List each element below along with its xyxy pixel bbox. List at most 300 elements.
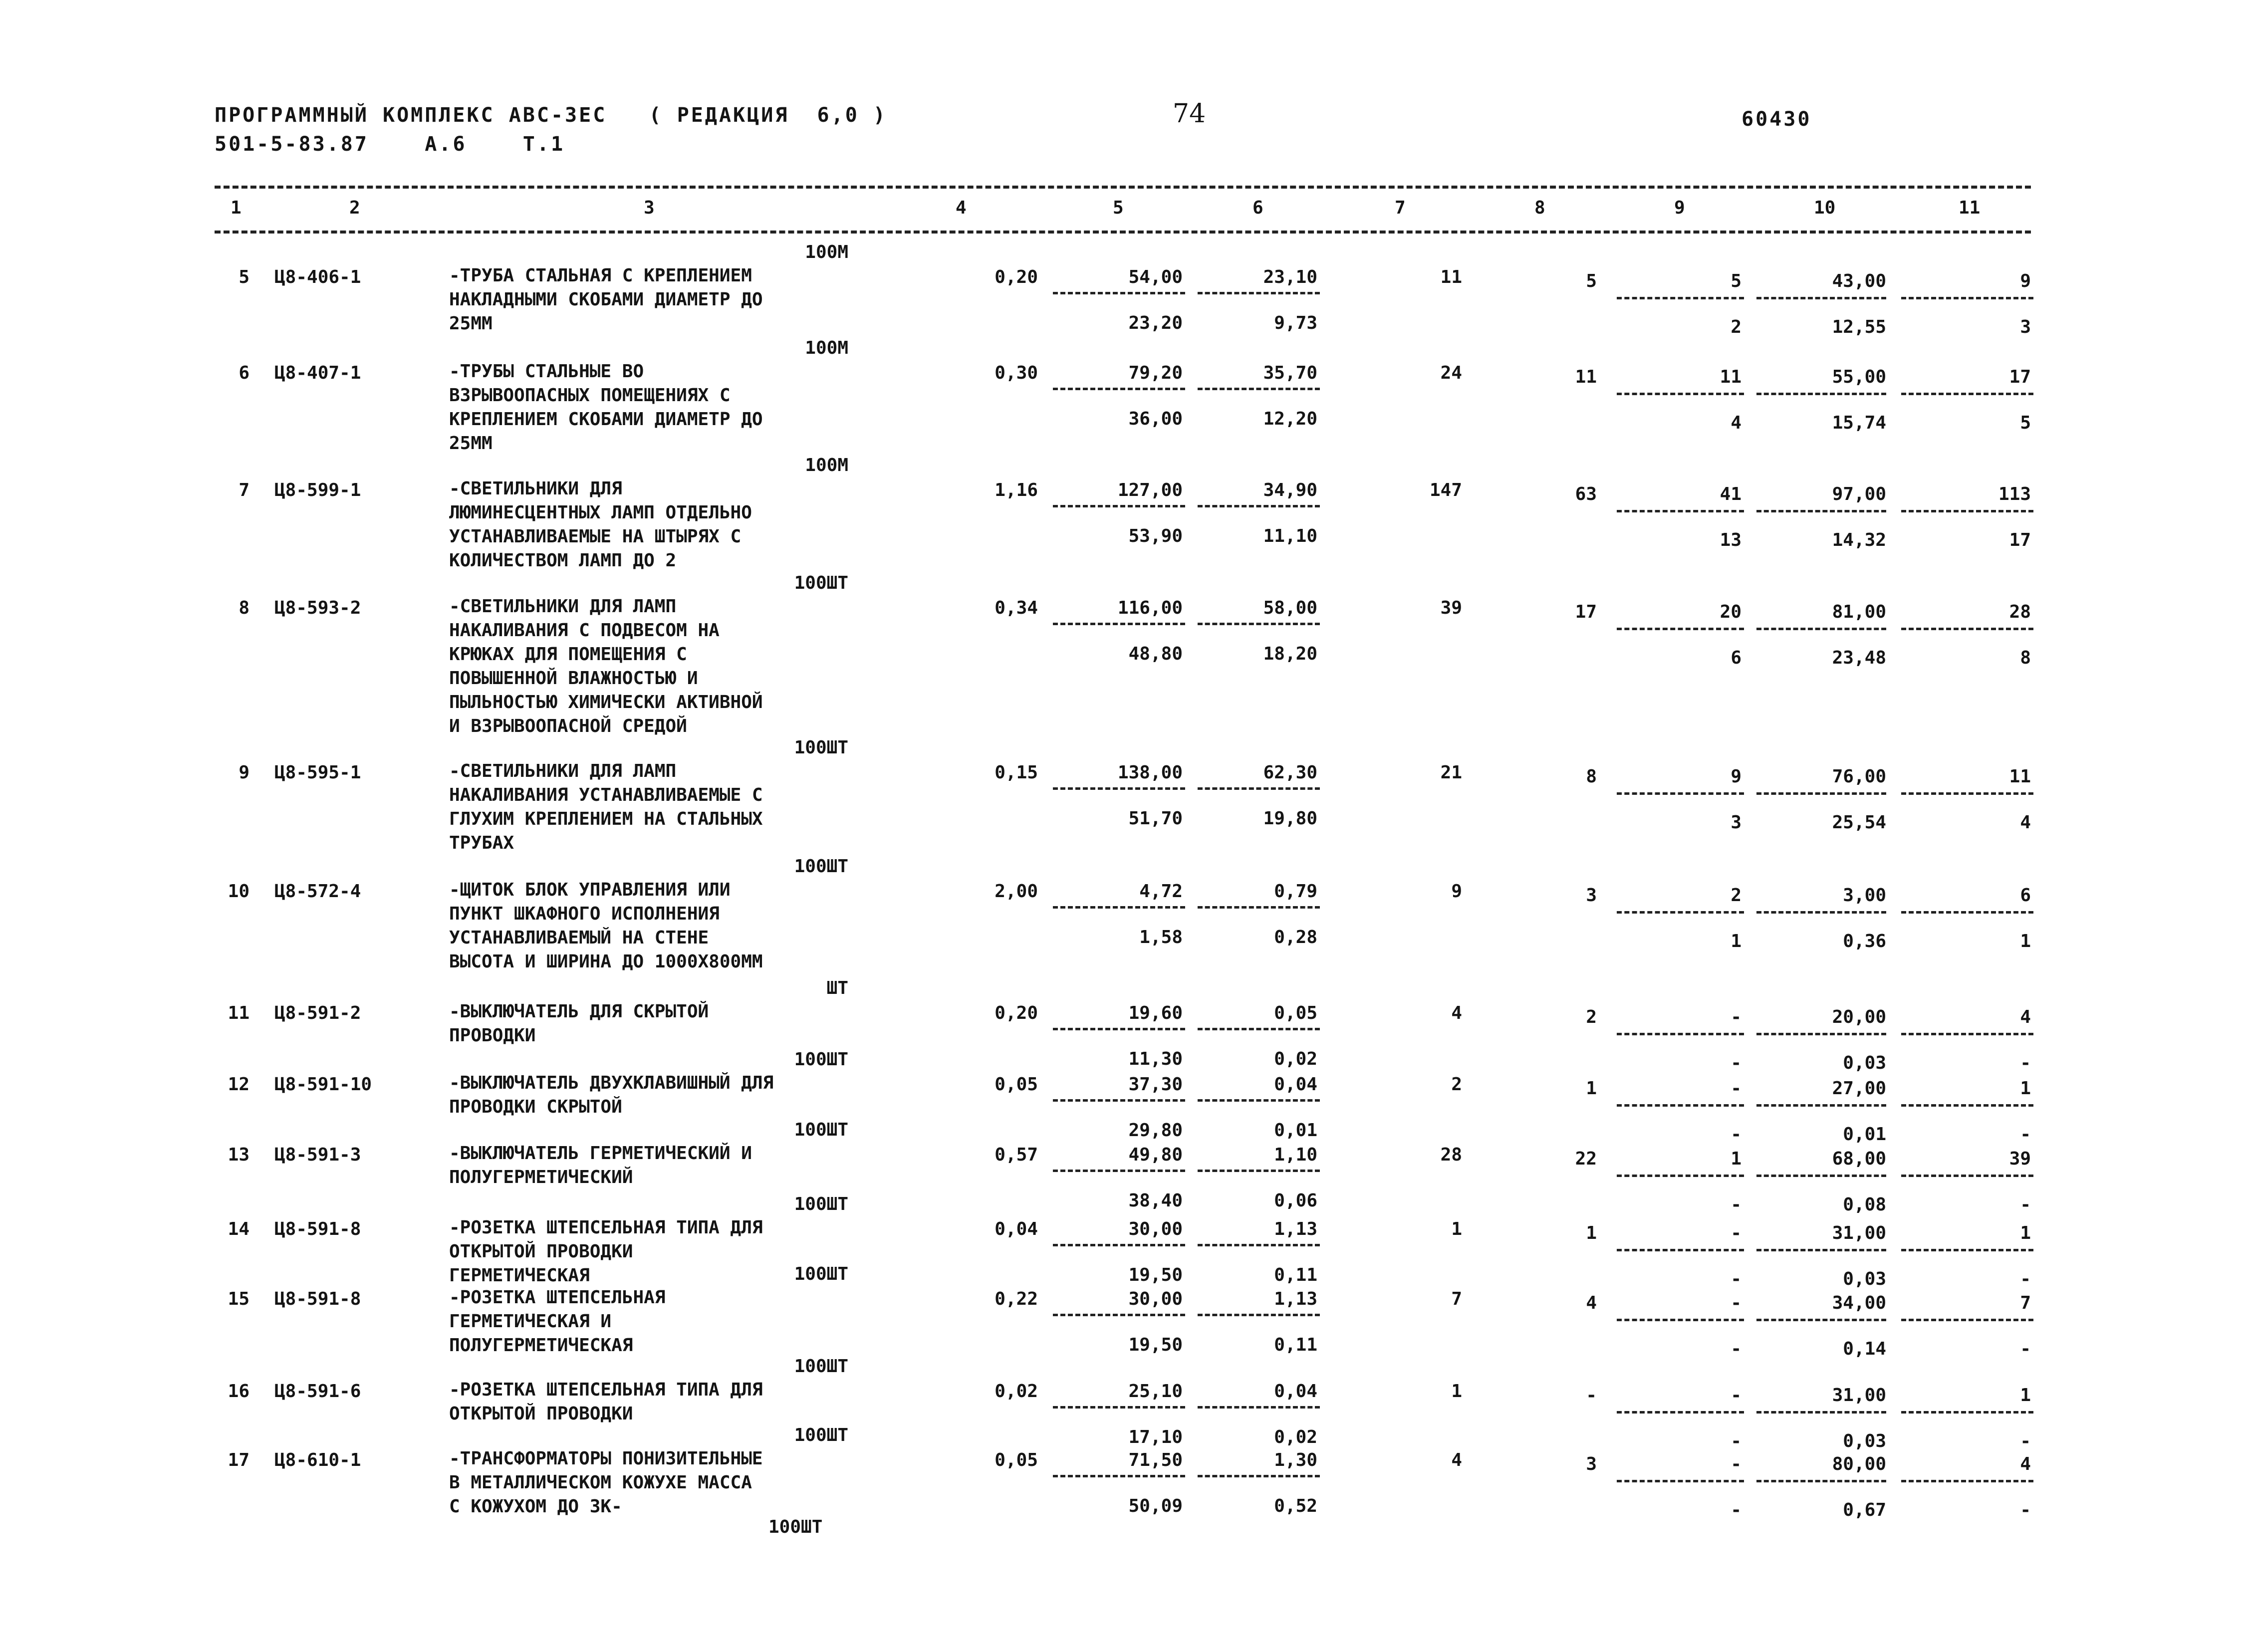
quantity: 0,05: [995, 1074, 1038, 1095]
col6-divider: [1198, 787, 1320, 790]
col5-value-top: 25,10: [1128, 1381, 1183, 1402]
description-line: НАКЛАДНЫМИ СКОБАМИ ДИАМЕТР ДО: [449, 289, 763, 310]
col8-value: 1: [1586, 1078, 1597, 1099]
col10-value-top: 80,00: [1832, 1454, 1886, 1474]
col11-value-bottom: -: [2020, 1431, 2031, 1451]
col9-value-top: -: [1731, 1385, 1742, 1406]
col5-value-bottom: 51,70: [1128, 808, 1183, 829]
col9-value-bottom: -: [1731, 1339, 1742, 1359]
quantity: 2,00: [995, 881, 1038, 902]
col5-divider: [1053, 1099, 1185, 1102]
col-header-5: 5: [1113, 198, 1124, 218]
col6-divider: [1198, 1028, 1320, 1030]
description-line: -ТРАНСФОРМАТОРЫ ПОНИЗИТЕЛЬНЫЕ: [449, 1448, 763, 1469]
work-description: [449, 1378, 763, 1426]
col11-divider: [1901, 1033, 2033, 1035]
col8-value: 17: [1575, 602, 1597, 622]
col11-divider: [1901, 393, 2033, 395]
col5-value-top: 37,30: [1128, 1074, 1183, 1095]
col8-value: 3: [1586, 885, 1597, 906]
col10-value-top: 43,00: [1832, 271, 1886, 291]
description-line: 25ММ: [449, 313, 493, 334]
description-line: -ТРУБА СТАЛЬНАЯ С КРЕПЛЕНИЕМ: [449, 265, 752, 286]
rate-code: Ц8-593-2: [274, 598, 361, 618]
unit-of-measure: 100ШТ: [794, 1264, 848, 1284]
description-line: -СВЕТИЛЬНИКИ ДЛЯ ЛАМП: [449, 596, 677, 617]
description-line: -ВЫКЛЮЧАТЕЛЬ ДЛЯ СКРЫТОЙ: [449, 1001, 709, 1022]
col11-value-top: 1: [2020, 1078, 2031, 1099]
unit-of-measure: 100ШТ: [794, 1120, 848, 1140]
col10-value-bottom: 0,67: [1843, 1500, 1886, 1520]
col9-value-top: 2: [1731, 885, 1742, 906]
col11-value-bottom: 17: [2009, 530, 2031, 550]
description-line: С КОЖУХОМ ДО 3К-: [449, 1496, 622, 1517]
document-code: 60430: [1742, 108, 1812, 131]
col11-value-bottom: -: [2020, 1339, 2031, 1359]
col6-value-top: 62,30: [1263, 762, 1317, 783]
quantity: 0,15: [995, 762, 1038, 783]
unit-of-measure: 100М: [805, 455, 848, 475]
col11-value-top: 1: [2020, 1223, 2031, 1243]
col6-value-top: 0,04: [1274, 1381, 1317, 1402]
description-line: 25ММ: [449, 433, 493, 454]
col9-divider: [1617, 510, 1744, 512]
col10-value-top: 55,00: [1832, 367, 1886, 387]
col10-divider: [1756, 1480, 1886, 1482]
work-description: [449, 477, 752, 573]
col9-value-top: -: [1731, 1293, 1742, 1313]
col5-value-top: 116,00: [1117, 598, 1183, 618]
col10-value-bottom: 14,32: [1832, 530, 1886, 550]
col10-divider: [1756, 1033, 1886, 1035]
col-header-6: 6: [1252, 198, 1263, 218]
description-line: ГЕРМЕТИЧЕСКАЯ И: [449, 1311, 612, 1332]
col7-value: 147: [1429, 480, 1462, 500]
col7-value: 1: [1451, 1219, 1462, 1239]
col5-divider: [1053, 1314, 1185, 1316]
col6-divider: [1198, 388, 1320, 390]
description-line: УСТАНАВЛИВАЕМЫЙ НА СТЕНЕ: [449, 928, 709, 948]
unit-of-measure: 100ШТ: [794, 1194, 848, 1214]
description-line: ПЫЛЬНОСТЬЮ ХИМИЧЕСКИ АКТИВНОЙ: [449, 692, 763, 712]
description-line: -ЩИТОК БЛОК УПРАВЛЕНИЯ ИЛИ: [449, 880, 731, 900]
col6-value-top: 23,10: [1263, 267, 1317, 287]
col11-value-bottom: -: [2020, 1194, 2031, 1215]
col5-value-bottom: 1,58: [1139, 927, 1183, 947]
col11-divider: [1901, 1480, 2033, 1482]
col9-value-bottom: 1: [1731, 931, 1742, 951]
rate-code: Ц8-610-1: [274, 1450, 361, 1470]
col9-value-top: 20: [1720, 602, 1742, 622]
col6-value-top: 1,13: [1274, 1219, 1317, 1239]
col10-value-top: 3,00: [1843, 885, 1886, 906]
col5-value-bottom: 11,30: [1128, 1049, 1183, 1069]
col11-value-bottom: -: [2020, 1124, 2031, 1145]
col6-divider: [1198, 292, 1320, 294]
col5-divider: [1053, 505, 1185, 507]
col11-value-top: 39: [2009, 1149, 2031, 1169]
col5-value-top: 4,72: [1139, 881, 1183, 902]
col9-divider: [1617, 628, 1744, 630]
col5-value-top: 138,00: [1117, 762, 1183, 783]
description-line: КРЕПЛЕНИЕМ СКОБАМИ ДИАМЕТР ДО: [449, 409, 763, 430]
description-line: ПОЛУГЕРМЕТИЧЕСКИЙ: [449, 1167, 633, 1187]
description-line: ВЫСОТА И ШИРИНА ДО 1000Х800ММ: [449, 951, 763, 972]
row-number: 14: [228, 1219, 249, 1239]
col11-value-bottom: 8: [2020, 648, 2031, 668]
col5-value-top: 49,80: [1128, 1145, 1183, 1165]
quantity: 0,22: [995, 1289, 1038, 1309]
work-description: [449, 1000, 709, 1048]
col10-divider: [1756, 1319, 1886, 1321]
col9-divider: [1617, 1175, 1744, 1177]
description-line: -РОЗЕТКА ШТЕПСЕЛЬНАЯ: [449, 1287, 666, 1308]
col6-divider: [1198, 623, 1320, 625]
col5-value-bottom: 38,40: [1128, 1190, 1183, 1211]
row-number: 5: [239, 267, 249, 287]
quantity: 1,16: [995, 480, 1038, 500]
col9-value-bottom: 3: [1731, 812, 1742, 833]
col5-divider: [1053, 388, 1185, 390]
col11-value-top: 4: [2020, 1007, 2031, 1027]
description-line: ПОВЫШЕННОЙ ВЛАЖНОСТЬЮ И: [449, 668, 698, 689]
col-header-9: 9: [1674, 198, 1685, 218]
col11-divider: [1901, 1249, 2033, 1251]
col7-value: 7: [1451, 1289, 1462, 1309]
description-line: ПОЛУГЕРМЕТИЧЕСКАЯ: [449, 1335, 633, 1356]
col10-divider: [1756, 1411, 1886, 1414]
col10-divider: [1756, 510, 1886, 512]
col11-value-bottom: -: [2020, 1500, 2031, 1520]
description-line: КОЛИЧЕСТВОМ ЛАМП ДО 2: [449, 550, 677, 571]
description-line: -СВЕТИЛЬНИКИ ДЛЯ ЛАМП: [449, 761, 677, 781]
col5-value-bottom: 19,50: [1128, 1335, 1183, 1355]
col9-value-top: 41: [1720, 484, 1742, 504]
rate-code: Ц8-599-1: [274, 480, 361, 500]
col-header-3: 3: [644, 198, 655, 218]
work-description: [449, 1286, 665, 1358]
col7-value: 21: [1440, 762, 1462, 783]
col5-value-top: 71,50: [1128, 1450, 1183, 1470]
col-header-2: 2: [349, 198, 360, 218]
col9-value-bottom: 13: [1720, 530, 1742, 550]
description-line: ОТКРЫТОЙ ПРОВОДКИ: [449, 1241, 633, 1262]
col9-divider: [1617, 1033, 1744, 1035]
col5-divider: [1053, 1475, 1185, 1477]
col6-divider: [1198, 1406, 1320, 1409]
col9-value-bottom: -: [1731, 1431, 1742, 1451]
description-line: -РОЗЕТКА ШТЕПСЕЛЬНАЯ ТИПА ДЛЯ: [449, 1380, 763, 1400]
description-line: НАКАЛИВАНИЯ УСТАНАВЛИВАЕМЫЕ С: [449, 785, 763, 805]
description-line: В МЕТАЛЛИЧЕСКОМ КОЖУХЕ МАССА: [449, 1472, 752, 1493]
rate-code: Ц8-591-2: [274, 1003, 361, 1023]
work-description: [449, 1447, 763, 1519]
unit-of-measure: 100ШТ: [794, 856, 848, 877]
col8-value: 2: [1586, 1007, 1597, 1027]
col11-value-bottom: 1: [2020, 931, 2031, 951]
description-line: ПРОВОДКИ СКРЫТОЙ: [449, 1097, 622, 1117]
col9-value-bottom: -: [1731, 1500, 1742, 1520]
work-description: [449, 1071, 773, 1119]
work-description: [449, 759, 763, 855]
col10-value-bottom: 0,08: [1843, 1194, 1886, 1215]
description-line: -ВЫКЛЮЧАТЕЛЬ ДВУХКЛАВИШНЫЙ ДЛЯ: [449, 1073, 774, 1093]
quantity: 0,02: [995, 1381, 1038, 1402]
unit-of-measure: 100ШТ: [794, 1425, 848, 1445]
unit-of-measure: 100ШТ: [794, 1356, 848, 1377]
rate-code: Ц8-595-1: [274, 762, 361, 783]
col7-value: 4: [1451, 1003, 1462, 1023]
description-line: -ТРУБЫ СТАЛЬНЫЕ ВО: [449, 361, 644, 382]
row-number: 16: [228, 1381, 249, 1402]
col10-divider: [1756, 1249, 1886, 1251]
col11-value-top: 7: [2020, 1293, 2031, 1313]
row-number: 8: [239, 598, 249, 618]
unit-of-measure: 100ШТ: [794, 1049, 848, 1070]
col6-value-bottom: 12,20: [1263, 409, 1317, 429]
col6-value-top: 0,05: [1274, 1003, 1317, 1023]
row-number: 9: [239, 762, 249, 783]
col7-value: 1: [1451, 1381, 1462, 1402]
row-number: 7: [239, 480, 249, 500]
col9-value-bottom: -: [1731, 1194, 1742, 1215]
col5-value-top: 30,00: [1128, 1219, 1183, 1239]
col11-divider: [1901, 911, 2033, 914]
col6-value-bottom: 0,02: [1274, 1049, 1317, 1069]
col10-value-top: 68,00: [1832, 1149, 1886, 1169]
col7-value: 28: [1440, 1145, 1462, 1165]
quantity: 0,05: [995, 1450, 1038, 1470]
col5-value-top: 79,20: [1128, 363, 1183, 383]
col5-value-bottom: 23,20: [1128, 313, 1183, 333]
col6-divider: [1198, 1314, 1320, 1316]
col5-value-bottom: 48,80: [1128, 644, 1183, 664]
col11-value-bottom: 4: [2020, 812, 2031, 833]
page-number: 74: [1173, 99, 1206, 129]
col5-value-top: 19,60: [1128, 1003, 1183, 1023]
description-line: ОТКРЫТОЙ ПРОВОДКИ: [449, 1404, 633, 1424]
description-line: ГЛУХИМ КРЕПЛЕНИЕМ НА СТАЛЬНЫХ: [449, 809, 763, 829]
quantity: 0,20: [995, 267, 1038, 287]
col5-divider: [1053, 1244, 1185, 1246]
row-number: 12: [228, 1074, 249, 1095]
col9-value-bottom: -: [1731, 1124, 1742, 1145]
col6-value-bottom: 19,80: [1263, 808, 1317, 829]
col6-value-top: 1,30: [1274, 1450, 1317, 1470]
rate-code: Ц8-591-6: [274, 1381, 361, 1402]
table-top-rule: [215, 186, 2031, 189]
col10-value-bottom: 23,48: [1832, 648, 1886, 668]
col5-value-bottom: 29,80: [1128, 1120, 1183, 1141]
col6-value-top: 1,10: [1274, 1145, 1317, 1165]
col11-divider: [1901, 297, 2033, 299]
description-line: ВЗРЫВООПАСНЫХ ПОМЕЩЕНИЯХ С: [449, 385, 731, 406]
col9-value-top: -: [1731, 1007, 1742, 1027]
col6-value-bottom: 0,06: [1274, 1190, 1317, 1211]
quantity: 0,34: [995, 598, 1038, 618]
col8-value: 11: [1575, 367, 1597, 387]
col9-divider: [1617, 1480, 1744, 1482]
rate-code: Ц8-591-10: [274, 1074, 372, 1095]
col5-divider: [1053, 623, 1185, 625]
col9-divider: [1617, 1249, 1744, 1251]
col5-value-top: 30,00: [1128, 1289, 1183, 1309]
col6-value-bottom: 0,11: [1274, 1265, 1317, 1285]
col11-divider: [1901, 1104, 2033, 1107]
col10-divider: [1756, 792, 1886, 795]
col10-value-bottom: 0,01: [1843, 1124, 1886, 1145]
rate-code: Ц8-591-8: [274, 1219, 361, 1239]
document-reference: 501-5-83.87 А.6 Т.1: [215, 133, 565, 156]
col11-value-top: 11: [2009, 766, 2031, 787]
col11-divider: [1901, 1319, 2033, 1321]
unit-of-measure: 100ШТ: [794, 737, 848, 758]
rate-code: Ц8-407-1: [274, 363, 361, 383]
col10-value-top: 81,00: [1832, 602, 1886, 622]
col11-divider: [1901, 628, 2033, 630]
col11-divider: [1901, 792, 2033, 795]
col10-divider: [1756, 628, 1886, 630]
col11-value-top: 17: [2009, 367, 2031, 387]
description-line: -РОЗЕТКА ШТЕПСЕЛЬНАЯ ТИПА ДЛЯ: [449, 1217, 763, 1238]
col9-value-top: -: [1731, 1454, 1742, 1474]
col6-value-bottom: 11,10: [1263, 526, 1317, 546]
unit-of-measure: ШТ: [826, 978, 848, 998]
col9-value-top: 5: [1731, 271, 1742, 291]
col11-value-bottom: -: [2020, 1053, 2031, 1073]
col5-divider: [1053, 787, 1185, 790]
col8-value: 3: [1586, 1454, 1597, 1474]
row-number: 11: [228, 1003, 249, 1023]
col-header-4: 4: [956, 198, 967, 218]
col6-divider: [1198, 505, 1320, 507]
col10-value-top: 76,00: [1832, 766, 1886, 787]
quantity: 0,20: [995, 1003, 1038, 1023]
table-header-rule: [215, 231, 2031, 234]
col11-value-top: 113: [1998, 484, 2031, 504]
col9-value-bottom: -: [1731, 1269, 1742, 1289]
col-header-11: 11: [1959, 198, 1981, 218]
col5-value-bottom: 36,00: [1128, 409, 1183, 429]
col7-value: 11: [1440, 267, 1462, 287]
col6-value-bottom: 0,02: [1274, 1427, 1317, 1447]
row-number: 15: [228, 1289, 249, 1309]
col10-value-bottom: 0,36: [1843, 931, 1886, 951]
description-line: ЛЮМИНЕСЦЕНТНЫХ ЛАМП ОТДЕЛЬНО: [449, 502, 752, 523]
col6-value-top: 0,04: [1274, 1074, 1317, 1095]
col6-divider: [1198, 1099, 1320, 1102]
col6-value-bottom: 0,28: [1274, 927, 1317, 947]
col11-value-bottom: 3: [2020, 317, 2031, 337]
col8-value: 63: [1575, 484, 1597, 504]
col10-value-bottom: 0,03: [1843, 1053, 1886, 1073]
rate-code: Ц8-591-3: [274, 1145, 361, 1165]
col8-value: -: [1586, 1385, 1597, 1406]
quantity: 0,30: [995, 363, 1038, 383]
col5-divider: [1053, 1028, 1185, 1030]
row-number: 17: [228, 1450, 249, 1470]
description-line: НАКАЛИВАНИЯ С ПОДВЕСОМ НА: [449, 620, 720, 641]
col10-value-bottom: 12,55: [1832, 317, 1886, 337]
col11-divider: [1901, 1175, 2033, 1177]
col6-divider: [1198, 1244, 1320, 1246]
description-line: КРЮКАХ ДЛЯ ПОМЕЩЕНИЯ С: [449, 644, 687, 665]
row-number: 6: [239, 363, 249, 383]
col5-value-bottom: 50,09: [1128, 1496, 1183, 1516]
col11-divider: [1901, 510, 2033, 512]
col9-divider: [1617, 1411, 1744, 1414]
rate-code: Ц8-572-4: [274, 881, 361, 902]
col9-value-top: 9: [1731, 766, 1742, 787]
col5-value-bottom: 17,10: [1128, 1427, 1183, 1447]
col8-value: 5: [1586, 271, 1597, 291]
description-line: УСТАНАВЛИВАЕМЫЕ НА ШТЫРЯХ С: [449, 526, 742, 547]
col5-divider: [1053, 1406, 1185, 1409]
col9-value-top: 11: [1720, 367, 1742, 387]
col5-value-top: 127,00: [1117, 480, 1183, 500]
col9-value-top: 1: [1731, 1149, 1742, 1169]
col6-divider: [1198, 906, 1320, 909]
col9-divider: [1617, 792, 1744, 795]
col6-value-top: 0,79: [1274, 881, 1317, 902]
col11-divider: [1901, 1411, 2033, 1414]
col9-value-bottom: 2: [1731, 317, 1742, 337]
col6-value-top: 1,13: [1274, 1289, 1317, 1309]
col8-value: 22: [1575, 1149, 1597, 1169]
col7-value: 4: [1451, 1450, 1462, 1470]
row-number: 10: [228, 881, 249, 902]
col-header-8: 8: [1534, 198, 1545, 218]
col10-value-bottom: 15,74: [1832, 413, 1886, 433]
col6-divider: [1198, 1475, 1320, 1477]
col10-divider: [1756, 911, 1886, 914]
col-header-1: 1: [231, 198, 242, 218]
col9-divider: [1617, 297, 1744, 299]
description-line: ПУНКТ ШКАФНОГО ИСПОЛНЕНИЯ: [449, 904, 720, 924]
rate-code: Ц8-591-8: [274, 1289, 361, 1309]
col11-value-top: 4: [2020, 1454, 2031, 1474]
unit-of-measure: 100ШТ: [794, 573, 848, 593]
col9-value-bottom: -: [1731, 1053, 1742, 1073]
program-header: ПРОГРАММНЫЙ КОМПЛЕКС АВС-ЗЕС ( РЕДАКЦИЯ 6,0 ): [215, 104, 887, 127]
description-line: И ВЗРЫВООПАСНОЙ СРЕДОЙ: [449, 716, 687, 736]
col-header-10: 10: [1814, 198, 1836, 218]
col7-value: 39: [1440, 598, 1462, 618]
col10-divider: [1756, 1175, 1886, 1177]
col6-value-bottom: 0,11: [1274, 1335, 1317, 1355]
description-line: ТРУБАХ: [449, 833, 514, 853]
col5-divider: [1053, 292, 1185, 294]
col8-value: 8: [1586, 766, 1597, 787]
col10-value-top: 20,00: [1832, 1007, 1886, 1027]
col9-value-top: -: [1731, 1078, 1742, 1099]
col9-divider: [1617, 1104, 1744, 1107]
col10-divider: [1756, 1104, 1886, 1107]
col9-value-top: -: [1731, 1223, 1742, 1243]
col10-value-top: 97,00: [1832, 484, 1886, 504]
col7-value: 9: [1451, 881, 1462, 902]
work-description: [449, 595, 763, 738]
col10-divider: [1756, 393, 1886, 395]
col5-divider: [1053, 1170, 1185, 1172]
description-line: ПРОВОДКИ: [449, 1025, 536, 1046]
col9-value-bottom: 4: [1731, 413, 1742, 433]
col5-value-bottom: 53,90: [1128, 526, 1183, 546]
col9-divider: [1617, 393, 1744, 395]
col6-value-top: 34,90: [1263, 480, 1317, 500]
col10-divider: [1756, 297, 1886, 299]
col10-value-top: 31,00: [1832, 1223, 1886, 1243]
